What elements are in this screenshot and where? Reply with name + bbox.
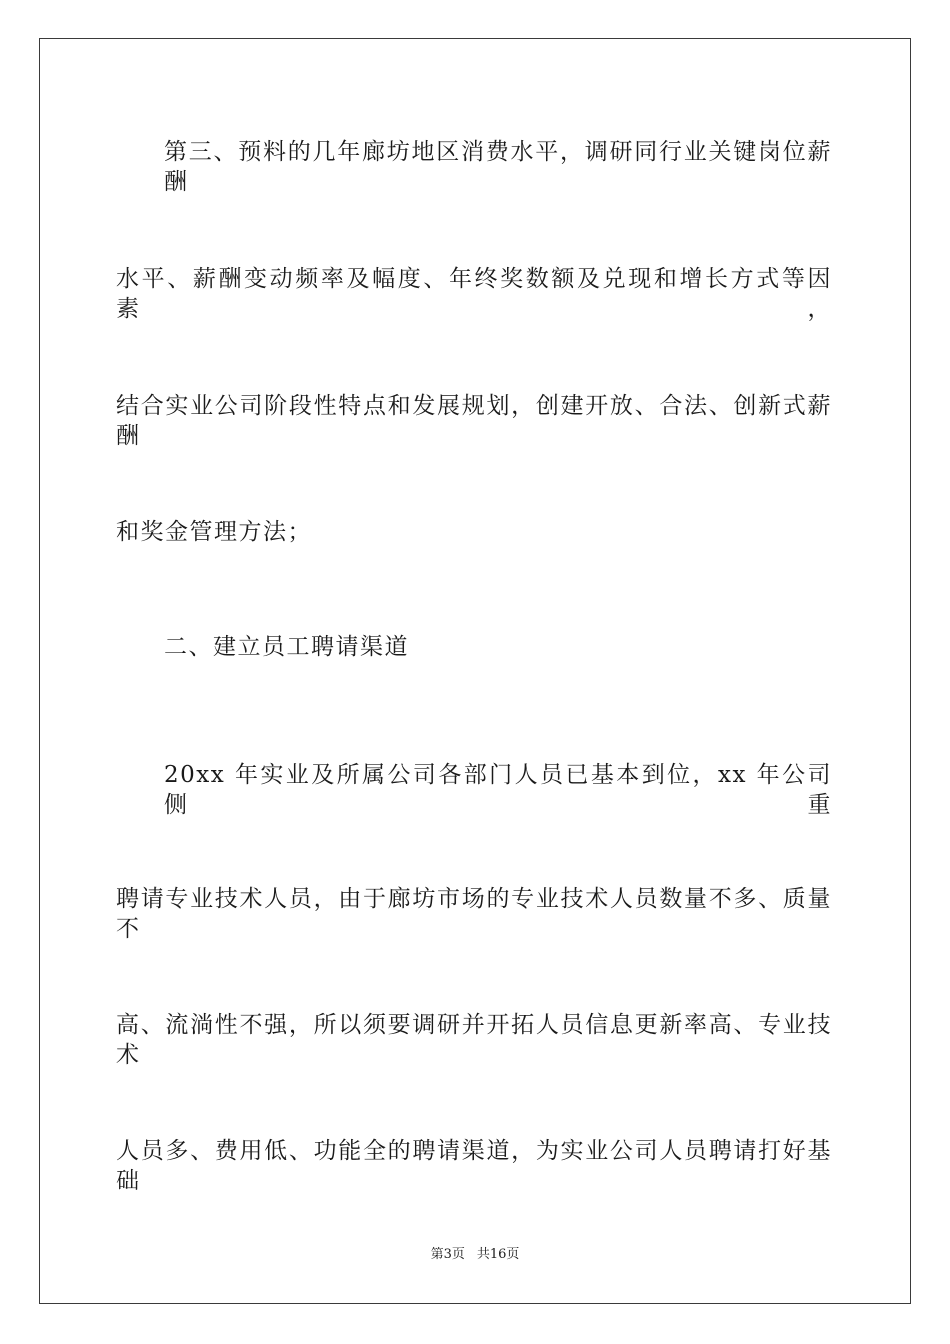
- page-number-total: 共16页: [476, 1247, 520, 1262]
- page-number-current: 第3页: [430, 1247, 465, 1262]
- paragraph-1-line-2: 水平、薪酬变动频率及幅度、年终奖数额及兑现和增长方式等因素，: [116, 266, 832, 322]
- paragraph-1-line-3: 结合实业公司阶段性特点和发展规划，创建开放、合法、创新式薪酬: [116, 393, 832, 449]
- paragraph-1-line-4: 和奖金管理方法；: [116, 519, 312, 545]
- paragraph-2-line-2: 聘请专业技术人员，由于廊坊市场的专业技术人员数量不多、质量不: [116, 886, 832, 942]
- page-footer: [0, 1246, 950, 1264]
- page-border: [39, 38, 911, 1304]
- paragraph-2-line-4: 人员多、费用低、功能全的聘请渠道，为实业公司人员聘请打好基础: [116, 1138, 832, 1194]
- paragraph-2-line-1: 20xx 年实业及所属公司各部门人员已基本到位，xx 年公司侧重: [164, 762, 832, 818]
- section-heading-2: 二、建立员工聘请渠道: [164, 634, 409, 660]
- paragraph-2-line-3: 高、流淌性不强，所以须要调研并开拓人员信息更新率高、专业技术: [116, 1012, 832, 1068]
- paragraph-1-line-1: 第三、预料的几年廊坊地区消费水平，调研同行业关键岗位薪酬: [164, 139, 832, 195]
